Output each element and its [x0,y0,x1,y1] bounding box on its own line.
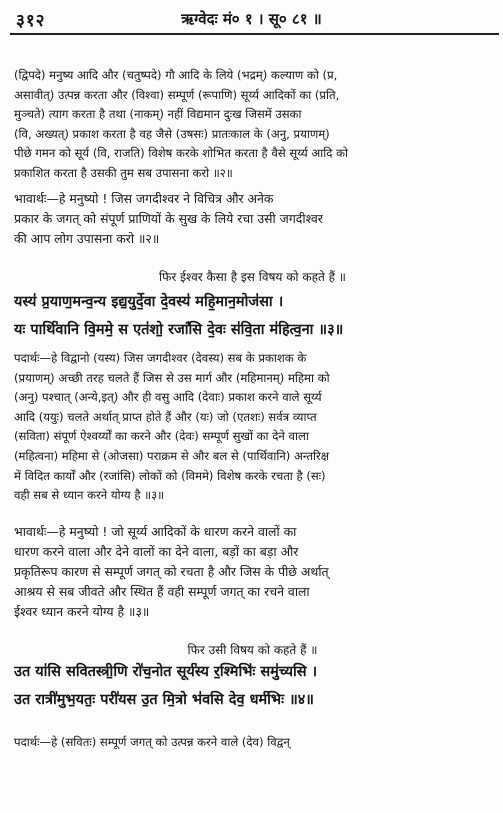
text-line: मुञ्चते) त्याग करता है तथा (नाकम्) नहीं विद्यमान दुःख जिसमें उसका [14,107,302,122]
text-line: (वि, अख्यत्) प्रकाश करता है वह जैसे (उषसः) प्रातःकाल के (अनु, प्रयाणम्) [14,126,330,141]
text-line: भावार्थः—हे मनुष्यो ! जिस जगदीश्वर ने विचित्र और अनेक [14,191,274,206]
text-line: (प्रयाणम्) अच्छी तरह चलते हैं जिस से उस मार्ग और (महिमानम्) महिमा को [14,370,330,385]
page-header [10,6,493,32]
text-line: ईश्वर ध्यान करने योग्य है ॥३॥ [14,604,150,619]
padartha-block-2 [14,349,491,506]
bhavartha-block-2 [14,522,491,622]
text-line: पदार्थः—हे (सवितः) सम्पूर्ण जगत् को उत्पन्न करने वाले (देव) विद्वन् [14,735,290,749]
text-line: (द्विपदे) मनुष्य आदि और (चतुष्पदे) गौ आदि के लिये (भद्रम्) कल्याण को (प्र, [14,68,338,82]
mantra-line: उत रात्री॑मुभ॒यतः॒ परी॑यस उ॒त मि॒त्रो भ॑वसि देव॒ धर्म॑भिः ॥४॥ [14,691,314,708]
text-line: आदि (ययुः) चलते अर्थात् प्राप्त होते हैं और (यः) जो (एतशः) सर्वत्र व्याप्त [14,409,317,424]
text-line: आश्रय से सब जीवते और स्थित हैं वही सम्पूर्ण जगत् का रचने वाला [14,584,310,599]
text-line: पीछे गमन को सूर्य (वि, राजति) विशेष करके शोभित करता है वैसे सूर्य्य आदि को [14,146,349,161]
running-head: ऋग्वेदः मं० १ । सू० ८१ ॥ [181,10,322,28]
text-line: (अनु) पश्चात् (अन्ये,इत्) और ही वसु आदि (देवाः) प्रकाश करने वाले सूर्य्य [14,390,322,405]
padartha-block-1 [14,66,491,184]
text-line: वही सब से ध्यान करने योग्य है ॥३॥ [14,488,165,503]
mantra-line: यस्य॑ प्र॒याण॒मन्व॒न्य इद्य॒युर्दे॒वा दे॒वस्य॑ महि॒मान॒मोज॑सा । [14,293,284,310]
mantra-block-2 [14,658,493,714]
section-heading-1: फिर ईश्वर कैसा है इस विषय को कहते हैं ॥ [159,270,346,284]
text-line: असावीत्) उत्पन्न करता और (विश्वा) सम्पूर्ण (रूपाणि) सूर्य्य आदिकों का (प्रति, [14,87,340,102]
text-line: पदार्थः—हे विद्वानो (यस्य) जिस जगदीश्वर (देवस्य) सब के प्रकाशक के [14,351,307,365]
mantra-line: यः पार्थि॑वानि वि॒ममे॒ स एत॑शो॒ रजां॑सि दे॒वः स॑वि॒ता म॑हित्व॒ना ॥३॥ [14,321,344,338]
page-number: ३१२ [16,11,46,31]
text-line: (महित्वना) महिमा से (ओजसा) पराक्रम से और बल से (पार्थिवानि) अन्तरिक्ष [14,448,330,463]
padartha-block-3 [14,733,491,753]
bhavartha-block-1 [14,189,491,249]
mantra-block-1 [14,288,493,344]
text-line: प्रकार के जगत् को संपूर्ण प्राणियों के सुख के लिये रचा उसी जगदीश्वर [14,211,323,226]
text-line: धारण करने वाला और देने वालों का देने वाला, बड़ों का बड़ा और [14,544,299,559]
text-line: (सविता) संपूर्ण ऐश्वर्य्यों का करने और (देवः) सम्पूर्ण सुखों का देने वाला [14,429,309,444]
text-line: प्रकृतिरूप कारण से सम्पूर्ण जगत् को रचता है और जिस के पीछे अर्थात् [14,564,329,579]
mantra-line: उत या॑सि सवितस्त्री॒णि रो॑च॒नोत सूर्य॑स्य र॒श्मिभिः॑ समु॑च्यसि । [14,663,318,680]
section-heading-2: फिर उसी विषय को कहते हैं ॥ [187,643,318,657]
text-line: में विदित कार्यों और (रजांसि) लोकों को (विममे) विशेष करके रचता है (सः) [14,468,326,483]
text-line: प्रकाशित करता है उसकी तुम सब उपासना करो ॥२॥ [14,165,233,180]
header-rule [10,33,499,35]
text-line: भावार्थः—हे मनुष्यो ! जो सूर्य्य आदिकों के धारण करने वालों का [14,524,297,539]
text-line: की आप लोग उपासना करो ॥२॥ [14,231,160,246]
